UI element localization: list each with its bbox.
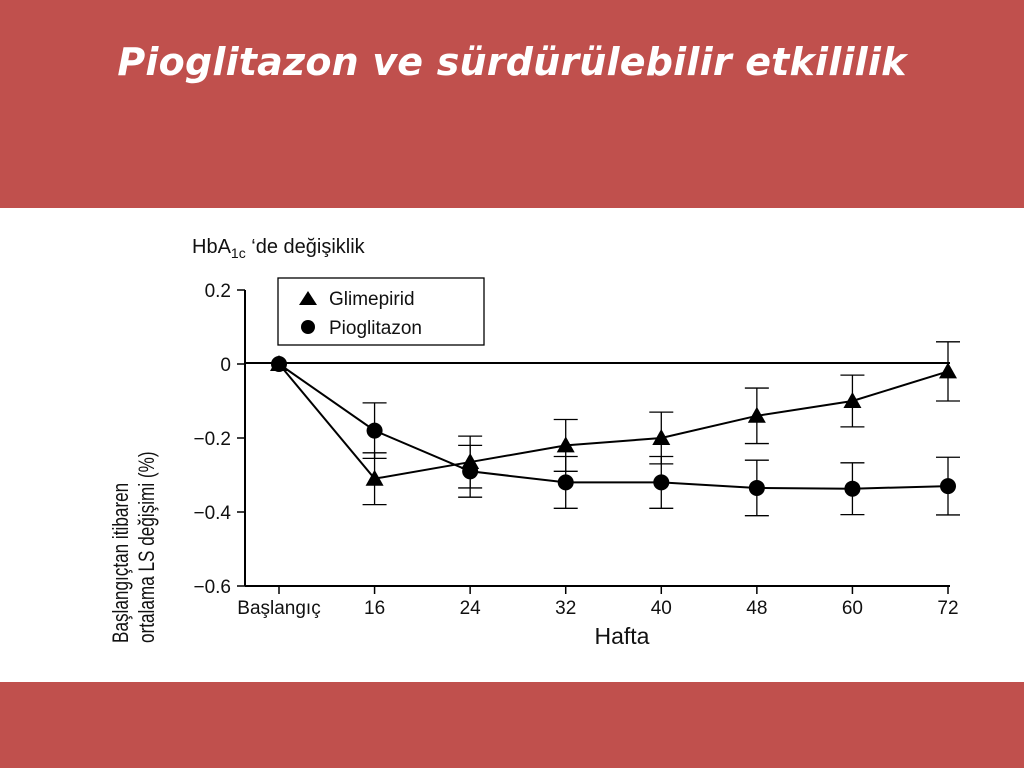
chart-title-rest: ‘de değişiklik xyxy=(245,236,365,258)
point-pioglitazon xyxy=(558,474,574,490)
x-tick-label: 16 xyxy=(364,598,386,619)
y-tick-label: −0.2 xyxy=(193,429,231,450)
y-tick-label: −0.4 xyxy=(193,503,231,524)
point-glimepirid xyxy=(939,362,957,378)
chart-title-subscript: 1c xyxy=(230,245,246,261)
chart xyxy=(0,208,1024,682)
x-tick-label: Başlangıç xyxy=(237,598,321,619)
content-panel xyxy=(0,208,1024,682)
chart-title xyxy=(192,236,366,261)
slide-title: Pioglitazon ve sürdürülebilir etkililik xyxy=(117,40,907,84)
series-line-glimepirid xyxy=(279,364,948,479)
x-tick-label: 32 xyxy=(555,598,577,619)
point-pioglitazon xyxy=(940,478,956,494)
y-ticks xyxy=(193,281,245,598)
y-tick-label: −0.6 xyxy=(193,577,231,598)
x-tick-label: 60 xyxy=(841,598,863,619)
point-pioglitazon xyxy=(653,474,669,490)
x-tick-label: 40 xyxy=(650,598,672,619)
legend xyxy=(278,278,484,345)
y-axis-label-line1: Başlangıçtan itibaren xyxy=(109,482,134,643)
x-tick-label: 24 xyxy=(459,598,481,619)
x-tick-label: 48 xyxy=(746,598,768,619)
point-pioglitazon xyxy=(271,356,287,372)
y-axis-label-line2: ortalama LS değişimi (%) xyxy=(135,451,160,643)
legend-circle-marker xyxy=(301,320,315,334)
y-tick-label: 0 xyxy=(220,355,231,376)
y-axis-label xyxy=(109,451,160,643)
point-pioglitazon xyxy=(462,463,478,479)
legend-label-pioglitazon: Pioglitazon xyxy=(329,318,422,339)
chart-title-main: HbA xyxy=(192,236,231,258)
point-pioglitazon xyxy=(367,423,383,439)
legend-label-glimepirid: Glimepirid xyxy=(329,289,415,310)
x-tick-label: 72 xyxy=(937,598,959,619)
point-pioglitazon xyxy=(844,481,860,497)
x-axis-label: Hafta xyxy=(594,623,650,649)
point-pioglitazon xyxy=(749,480,765,496)
x-ticks xyxy=(237,586,958,619)
y-tick-label: 0.2 xyxy=(204,281,231,302)
series-layer xyxy=(270,342,960,516)
